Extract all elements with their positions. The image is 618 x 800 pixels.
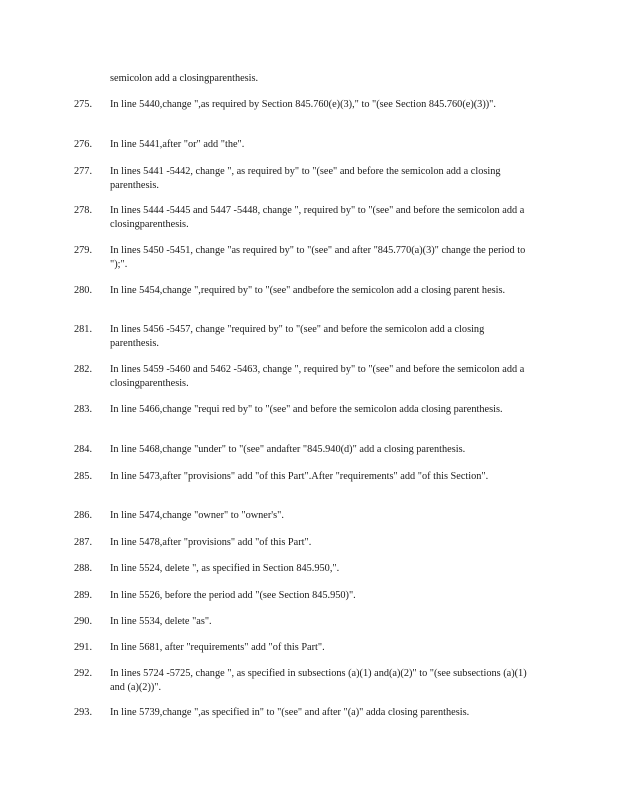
item-number: 276. (74, 139, 93, 150)
item-number: 288. (74, 563, 93, 574)
item-number: 289. (74, 590, 93, 601)
continuation-line: semicolon add a closingparenthesis. (110, 73, 259, 84)
item-text: In line 5681, after "requirements" add "of this Part". (110, 642, 325, 653)
item-text: In line 5454,change ",required by" to "(see" andbefore the semicolon add a closing parent hesis. (110, 285, 506, 296)
item-text: In line 5474,change "owner" to "owner's". (110, 510, 284, 521)
item-text: In line 5473,after "provisions" add "of this Part".After "requirements" add "of this Section". (110, 471, 489, 482)
item-text: In lines 5444 -5445 and 5447 -5448, change ", required by" to "(see" and before the semicolon add a closingparenthesis. (110, 205, 525, 230)
item-text: In lines 5456 -5457, change "required by" to "(see" and before the semicolon add a closing parenthesis. (110, 324, 485, 349)
item-text: In line 5441,after "or" add "the". (110, 139, 245, 150)
item-number: 283. (74, 404, 93, 415)
item-text: In lines 5459 -5460 and 5462 -5463, change ", required by" to "(see" and before the semicolon add a closingparenthesis. (110, 364, 525, 389)
item-number: 291. (74, 642, 93, 653)
item-number: 280. (74, 285, 93, 296)
item-text: In line 5440,change ",as required by Section 845.760(e)(3)," to "(see Section 845.760(e)(3))". (110, 99, 496, 110)
item-number: 286. (74, 510, 93, 521)
item-text: In lines 5724 -5725, change ", as specified in subsections (a)(1) and(a)(2)" to "(see subsections (a)(1) and (a)(2))". (110, 668, 527, 693)
item-number: 275. (74, 99, 93, 110)
item-text: In line 5524, delete ", as specified in Section 845.950,". (110, 563, 340, 574)
item-number: 287. (74, 537, 93, 548)
item-number: 292. (74, 668, 93, 679)
item-number: 279. (74, 245, 93, 256)
item-text: In line 5534, delete "as". (110, 616, 212, 627)
item-text: In line 5739,change ",as specified in" to "(see" and after "(a)" adda closing parenthesis. (110, 707, 470, 718)
item-number: 278. (74, 205, 93, 216)
item-number: 285. (74, 471, 93, 482)
item-number: 282. (74, 364, 93, 375)
item-number: 277. (74, 166, 93, 177)
item-text: In line 5466,change "requi red by" to "(see" and before the semicolon adda closing parenthesis. (110, 404, 503, 415)
item-number: 293. (74, 707, 93, 718)
item-text: In line 5468,change "under" to "(see" andafter "845.940(d)" add a closing parenthesis. (110, 444, 466, 455)
item-text: In line 5478,after "provisions" add "of this Part". (110, 537, 312, 548)
item-text: In line 5526, before the period add "(see Section 845.950)". (110, 590, 356, 601)
item-text: In lines 5450 -5451, change "as required by" to "(see" and after "845.770(a)(3)" change the period to ");". (110, 245, 526, 270)
item-number: 290. (74, 616, 93, 627)
item-number: 284. (74, 444, 93, 455)
item-text: In lines 5441 -5442, change ", as required by" to "(see" and before the semicolon add a closing parenthesis. (110, 166, 501, 191)
item-number: 281. (74, 324, 93, 335)
